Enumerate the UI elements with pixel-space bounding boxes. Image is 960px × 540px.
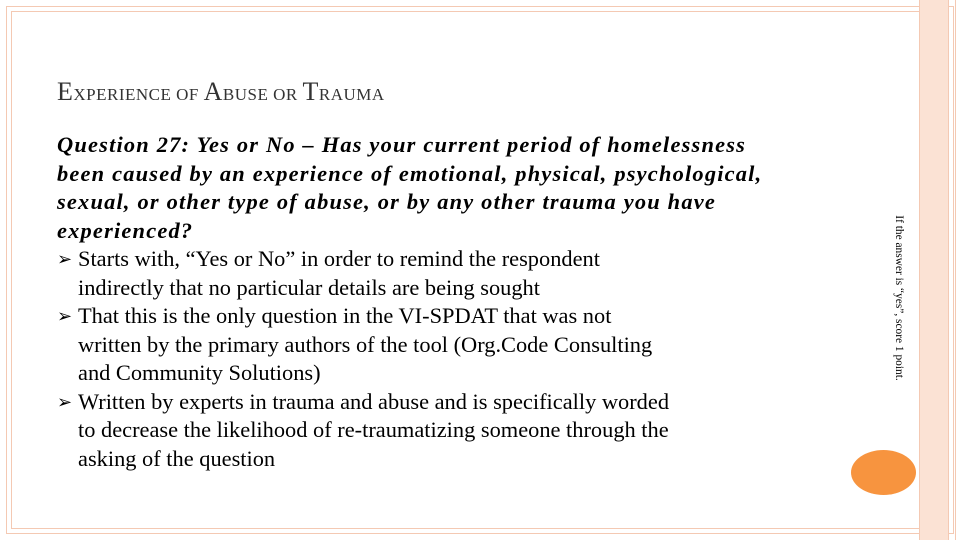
arrow-bullet-icon: ➢ <box>57 249 73 269</box>
question-line: Question 27: Yes or No – Has your current period of homelessness <box>57 132 747 157</box>
bullet-line: Starts with, “Yes or No” in order to remind the respondent <box>78 246 600 271</box>
bullet-line: and Community Solutions) <box>78 360 321 385</box>
arrow-bullet-icon: ➢ <box>57 391 73 412</box>
decorative-orange-circle <box>851 450 916 495</box>
question-line: experienced? <box>57 217 194 243</box>
decorative-side-bar <box>919 0 949 540</box>
bullet-item <box>57 245 887 302</box>
bullet-line: Written by experts in trauma and abuse and is specifically worded <box>78 388 670 414</box>
bullet-item <box>57 302 887 388</box>
slide-title: EXPERIENCE OF ABUSE OR TRAUMA <box>57 77 385 106</box>
bullet-line: That this is the only question in the VI-SPDAT that was not <box>78 303 612 328</box>
question-line: sexual, or other type of abuse, or by any other trauma you have <box>57 189 717 214</box>
bullet-line: asking of the question <box>78 445 276 471</box>
slide-body <box>57 131 887 473</box>
bullet-line: to decrease the likelihood of re-traumatizing someone through the <box>78 417 669 442</box>
arrow-bullet-icon: ➢ <box>57 306 73 326</box>
question-line: been caused by an experience of emotional, physical, psychological, <box>57 160 763 186</box>
bullet-line: indirectly that no particular details are being sought <box>78 274 540 300</box>
question-text <box>57 131 887 245</box>
vertical-side-note: If the answer is “yes”, score 1 point. <box>893 215 905 381</box>
bullet-item <box>57 388 887 474</box>
bullet-line: written by the primary authors of the tool (Org.Code Consulting <box>78 331 653 357</box>
decorative-side-line <box>955 0 956 540</box>
